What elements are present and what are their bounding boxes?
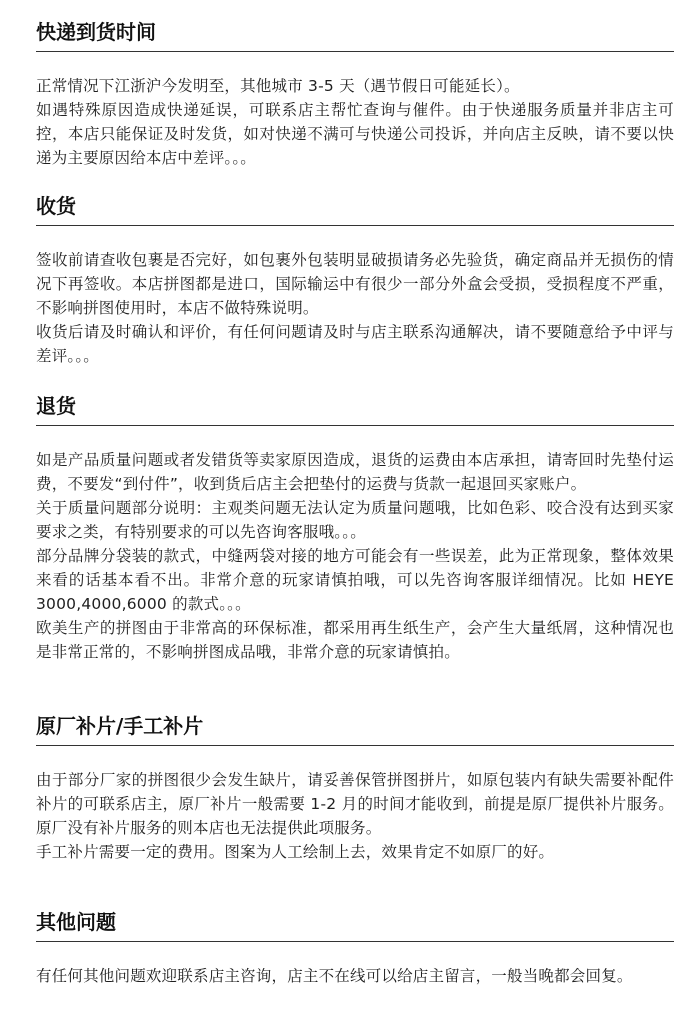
paragraph: 关于质量问题部分说明：主观类问题无法认定为质量问题哦，比如色彩、咬合没有达到买家要求之类，有特别要求的可以先咨询客服哦。。。 (36, 499, 674, 541)
section-title: 快递到货时间 (36, 18, 674, 52)
section-replacement-pieces (36, 712, 674, 864)
paragraph: 手工补片需要一定的费用。图案为人工绘制上去，效果肯定不如原厂的好。 (36, 843, 555, 861)
section-returns (36, 392, 674, 664)
section-title: 退货 (36, 392, 674, 426)
section-body (36, 74, 674, 170)
section-title: 其他问题 (36, 908, 674, 942)
section-body (36, 768, 674, 864)
section-delivery-time (36, 18, 674, 170)
paragraph: 正常情况下江浙沪今发明至，其他城市 3-5 天（遇节假日可能延长）。 (36, 77, 520, 95)
section-other-questions (36, 908, 674, 988)
section-body (36, 248, 674, 368)
paragraph: 部分品牌分袋装的款式，中缝两袋对接的地方可能会有一些误差，此为正常现象，整体效果来看的话基本看不出。非常介意的玩家请慎拍哦，可以先咨询客服详细情况。比如 HEYE 3000,4000,6000 的款式。。。 (36, 547, 674, 613)
paragraph: 如是产品质量问题或者发错货等卖家原因造成，退货的运费由本店承担，请寄回时先垫付运费，不要发“到付件”，收到货后店主会把垫付的运费与货款一起退回买家账户。 (36, 451, 674, 493)
paragraph: 签收前请查收包裹是否完好，如包裹外包装明显破损请务必先验货，确定商品并无损伤的情况下再签收。本店拼图都是进口，国际输运中有很少一部分外盒会受损，受损程度不严重，不影响拼图使用时，本店不做特殊说明。 (36, 251, 674, 317)
paragraph: 由于部分厂家的拼图很少会发生缺片，请妥善保管拼图拼片，如原包装内有缺失需要补配件补片的可联系店主，原厂补片一般需要 1-2 月的时间才能收到，前提是原厂提供补片服务。原厂没有补片服务的则本店也无法提供此项服务。 (36, 771, 674, 837)
section-title: 原厂补片/手工补片 (36, 712, 674, 746)
section-body (36, 448, 674, 664)
paragraph: 如遇特殊原因造成快递延误，可联系店主帮忙查询与催件。由于快递服务质量并非店主可控，本店只能保证及时发货，如对快递不满可与快递公司投诉，并向店主反映，请不要以快递为主要原因给本店中差评。。。 (36, 101, 674, 167)
paragraph: 收货后请及时确认和评价，有任何问题请及时与店主联系沟通解决，请不要随意给予中评与差评。。。 (36, 323, 674, 365)
paragraph: 欧美生产的拼图由于非常高的环保标准，都采用再生纸生产，会产生大量纸屑，这种情况也是非常正常的，不影响拼图成品哦，非常介意的玩家请慎拍。 (36, 619, 674, 661)
section-title: 收货 (36, 192, 674, 226)
section-body (36, 964, 674, 988)
section-receiving (36, 192, 674, 368)
paragraph: 有任何其他问题欢迎联系店主咨询，店主不在线可以给店主留言，一般当晚都会回复。 (36, 967, 633, 985)
